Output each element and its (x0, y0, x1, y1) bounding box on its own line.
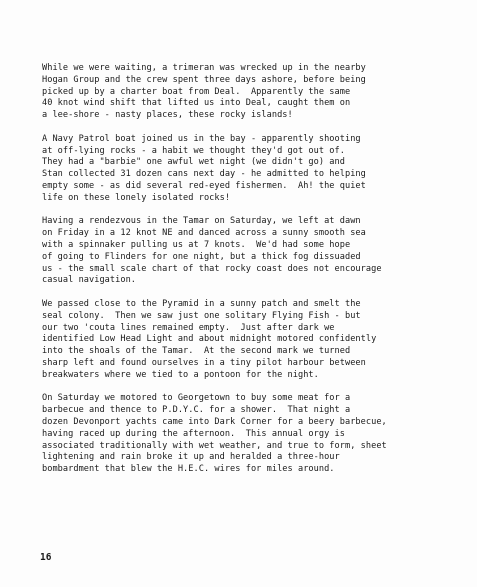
text-line: While we were waiting, a trimeran was wrecked up in the nearby (42, 63, 366, 73)
text-line: of going to Flinders for one night, but a thick fog dissuaded (42, 251, 361, 262)
paragraph (42, 299, 467, 382)
page-number: 16 (40, 552, 52, 563)
text-line: We passed close to the Pyramid in a sunny patch and smelt the (42, 298, 361, 309)
text-line: breakwaters where we tied to a pontoon for the night. (42, 369, 319, 380)
text-line: having raced up during the afternoon. This annual orgy is (42, 428, 345, 439)
text-line: identified Low Head Light and about midnight motored confidently (42, 334, 377, 345)
text-line: A Navy Patrol boat joined us in the bay - apparently shooting (42, 133, 361, 144)
text-line: seal colony. Then we saw just one solitary Flying Fish - but (42, 310, 361, 321)
text-line: On Saturday we motored to Georgetown to buy some meat for a (42, 393, 351, 404)
paragraph (42, 134, 467, 205)
text-line: Stan collected 31 dozen cans next day - he admitted to helping (42, 169, 366, 180)
text-line: bombardment that blew the H.E.C. wires for miles around. (42, 464, 335, 475)
text-line: They had a "barbie" one awful wet night (we didn't go) and (42, 157, 345, 168)
text-line: associated traditionally with wet weather, and true to form, sheet (42, 440, 387, 451)
text-line: Hogan Group and the crew spent three days ashore, before being (42, 74, 366, 85)
text-line: into the shoals of the Tamar. At the second mark we turned (42, 346, 351, 357)
text-line: picked up by a charter boat from Deal. Apparently the same (42, 86, 351, 97)
text-line: with a spinnaker pulling us at 7 knots. We'd had some hope (42, 239, 351, 250)
body-text (42, 63, 467, 488)
text-line: at off-lying rocks - a habit we thought they'd got out of. (42, 145, 345, 156)
paragraph (42, 63, 467, 122)
text-line: Having a rendezvous in the Tamar on Saturday, we left at dawn (42, 216, 361, 227)
paragraph (42, 216, 467, 287)
text-line: our two 'couta lines remained empty. Just after dark we (42, 322, 335, 333)
text-line: on Friday in a 12 knot NE and danced across a sunny smooth sea (42, 228, 366, 239)
text-line: dozen Devonport yachts came into Dark Corner for a beery barbecue, (42, 416, 387, 427)
text-line: lightening and rain broke it up and heralded a three-hour (42, 452, 340, 463)
text-line: empty some - as did several red-eyed fishermen. Ah! the quiet (42, 180, 366, 191)
text-line: life on these lonely isolated rocks! (42, 192, 231, 203)
text-line: sharp left and found ourselves in a tiny pilot harbour between (42, 357, 366, 368)
text-line: us - the small scale chart of that rocky coast does not encourage (42, 263, 382, 274)
paragraph (42, 393, 467, 476)
text-line: a lee-shore - nasty places, these rocky islands! (42, 110, 293, 121)
text-line: barbecue and thence to P.D.Y.C. for a shower. That night a (42, 405, 351, 416)
text-line: 40 knot wind shift that lifted us into Deal, caught them on (42, 98, 351, 109)
text-line: casual navigation. (42, 275, 137, 286)
